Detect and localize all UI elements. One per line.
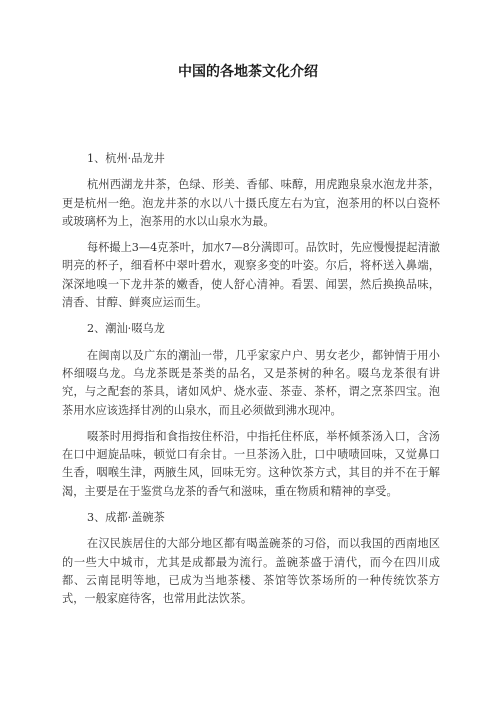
- section-paragraph: 啜茶时用拇指和食指按住杯沿，中指托住杯底，举杯倾茶汤入口，含汤在口中迴旋品味，顿觉口有余甘。一旦茶汤入肚，口中啧啧回味，又觉鼻口生香，咽喉生津，两腋生风，回味无穷。这种饮茶方式，其目的并不在于解渴，主要是在于鉴赏乌龙茶的香气和滋味，重在物质和精神的享受。: [62, 429, 440, 498]
- section-heading-chaoshan: 2、潮汕·啜乌龙: [87, 322, 165, 336]
- document-body: [62, 150, 440, 617]
- section-paragraph: 每杯撮上3—4克茶叶，加水7—8分满即可。品饮时，先应慢慢提起清澈明亮的杯子，细看杯中翠叶碧水，观察多变的叶姿。尔后，将杯送入鼻端，深深地嗅一下龙井茶的嫩香，使人舒心清神。看罢、闻罢，然后换换品味，清香、甘醇、鲜爽应运而生。: [62, 241, 440, 310]
- section-paragraph: 杭州西湖龙井茶，色绿、形美、香郁、味醇，用虎跑泉泉水泡龙井茶，更是杭州一绝。泡龙井茶的水以八十摄氏度左右为宜，泡茶用的杯以白瓷杯或玻璃杯为上，泡茶用的水以山泉水为最。: [62, 178, 440, 228]
- section-paragraph: 在闽南以及广东的潮汕一带，几乎家家户户、男女老少，都钟情于用小杯细啜乌龙。乌龙茶既是茶类的品名，又是茶树的种名。啜乌龙茶很有讲究，与之配套的茶具，诸如风炉、烧水壶、茶壶、茶杯，谓之烹茶四宝。泡茶用水应该选择甘冽的山泉水，而且必须做到沸水现冲。: [62, 348, 440, 417]
- section-heading-chengdu: 3、成都·盖碗茶: [87, 511, 165, 525]
- document-title: 中国的各地茶文化介绍: [178, 64, 318, 80]
- section-heading-hangzhou: 1、杭州·品龙井: [87, 152, 165, 165]
- section-paragraph: 在汉民族居住的大部分地区都有喝盖碗茶的习俗，而以我国的西南地区的一些大中城市，尤其是成都最为流行。盖碗茶盛于清代，而今在四川成都、云南昆明等地，已成为当地茶楼、茶馆等饮茶场所的一种传统饮茶方式，一般家庭待客，也常用此法饮茶。: [62, 537, 440, 606]
